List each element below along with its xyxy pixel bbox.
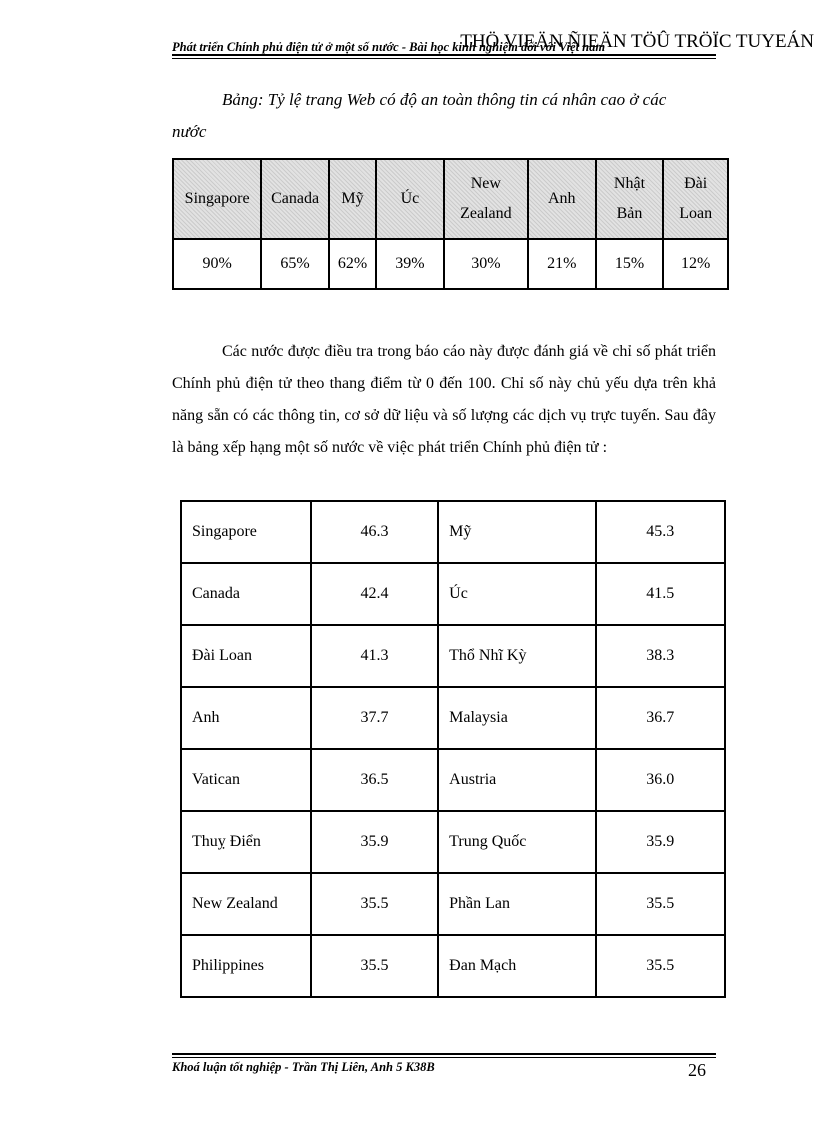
caption-line-1: Bảng: Tỷ lệ trang Web có độ an toàn thông tin cá nhân cao ở các: [222, 90, 667, 109]
country-cell: Mỹ: [438, 501, 595, 563]
ranking-row: [181, 935, 725, 997]
country-cell: Malaysia: [438, 687, 595, 749]
web-table-value-cell: 62%: [329, 239, 376, 289]
country-cell: Vatican: [181, 749, 311, 811]
web-table-header-cell: Mỹ: [329, 159, 376, 239]
score-cell: 35.9: [596, 811, 725, 873]
footer-rule-thick: [172, 1053, 716, 1055]
score-cell: 35.5: [311, 873, 438, 935]
web-table-value-cell: 15%: [596, 239, 664, 289]
web-table-header-cell: Nhật Bản: [596, 159, 664, 239]
score-cell: 35.5: [311, 935, 438, 997]
footer-rule-thin: [172, 1057, 716, 1058]
country-cell: Đan Mạch: [438, 935, 595, 997]
country-cell: Trung Quốc: [438, 811, 595, 873]
ranking-row: [181, 687, 725, 749]
web-table-value-cell: 12%: [663, 239, 728, 289]
page-number: 26: [688, 1060, 706, 1080]
country-cell: Canada: [181, 563, 311, 625]
score-cell: 41.5: [596, 563, 725, 625]
ranking-row: [181, 501, 725, 563]
country-cell: Phần Lan: [438, 873, 595, 935]
country-cell: New Zealand: [181, 873, 311, 935]
header-rule-thin: [172, 58, 716, 59]
country-cell: Thuỵ Điển: [181, 811, 311, 873]
egov-ranking-table: [180, 500, 726, 998]
web-table-header-cell: Úc: [376, 159, 444, 239]
country-cell: Philippines: [181, 935, 311, 997]
web-table-header-cell: New Zealand: [444, 159, 528, 239]
country-cell: Thổ Nhĩ Kỳ: [438, 625, 595, 687]
body-paragraph: [172, 336, 716, 464]
score-cell: 36.5: [311, 749, 438, 811]
web-table-header-row: [173, 159, 728, 239]
ranking-row: [181, 811, 725, 873]
country-cell: Austria: [438, 749, 595, 811]
score-cell: 46.3: [311, 501, 438, 563]
score-cell: 35.9: [311, 811, 438, 873]
web-table-value-cell: 39%: [376, 239, 444, 289]
web-table-value-row: [173, 239, 728, 289]
ranking-row: [181, 873, 725, 935]
body-paragraph-text: Các nước được điều tra trong báo cáo này được đánh giá về chỉ số phát triển Chính phủ điện tử theo thang điểm từ 0 đến 100. Chỉ số này chủ yếu dựa trên khả năng sẵn có các thông tin, cơ sở dữ liệu và số lượng các dịch vụ trực tuyến. Sau đây là bảng xếp hạng một số nước về việc phát triển Chính phủ điện tử :: [172, 343, 716, 456]
web-table-header-cell: Singapore: [173, 159, 261, 239]
score-cell: 35.5: [596, 873, 725, 935]
web-table-value-cell: 21%: [528, 239, 596, 289]
ranking-row: [181, 625, 725, 687]
score-cell: 36.7: [596, 687, 725, 749]
score-cell: 35.5: [596, 935, 725, 997]
score-cell: 45.3: [596, 501, 725, 563]
web-table-header-cell: Canada: [261, 159, 329, 239]
country-cell: Singapore: [181, 501, 311, 563]
web-table-value-cell: 30%: [444, 239, 528, 289]
library-watermark-header: THÖ VIEÄN ÑIEÄN TÖÛ TRÖÏC TUYEÁN: [460, 31, 814, 52]
ranking-row: [181, 563, 725, 625]
caption-line-2: nước: [172, 122, 207, 141]
web-table-header-cell: Đài Loan: [663, 159, 728, 239]
ranking-row: [181, 749, 725, 811]
country-cell: Anh: [181, 687, 311, 749]
country-cell: Đài Loan: [181, 625, 311, 687]
web-security-table: [172, 158, 729, 290]
running-header-title: Phát triển Chính phủ điện tử ở một số nước - Bài học kinh nghiệm đối với Việt nam: [172, 40, 606, 54]
web-table-value-cell: 65%: [261, 239, 329, 289]
header-rule-thick: [172, 54, 716, 56]
web-table-header-cell: Anh: [528, 159, 596, 239]
table-caption: [172, 84, 716, 148]
score-cell: 42.4: [311, 563, 438, 625]
score-cell: 36.0: [596, 749, 725, 811]
score-cell: 41.3: [311, 625, 438, 687]
web-table-value-cell: 90%: [173, 239, 261, 289]
footer-thesis-credit: Khoá luận tốt nghiệp - Trần Thị Liên, Anh 5 K38B: [172, 1060, 435, 1074]
score-cell: 38.3: [596, 625, 725, 687]
country-cell: Úc: [438, 563, 595, 625]
score-cell: 37.7: [311, 687, 438, 749]
